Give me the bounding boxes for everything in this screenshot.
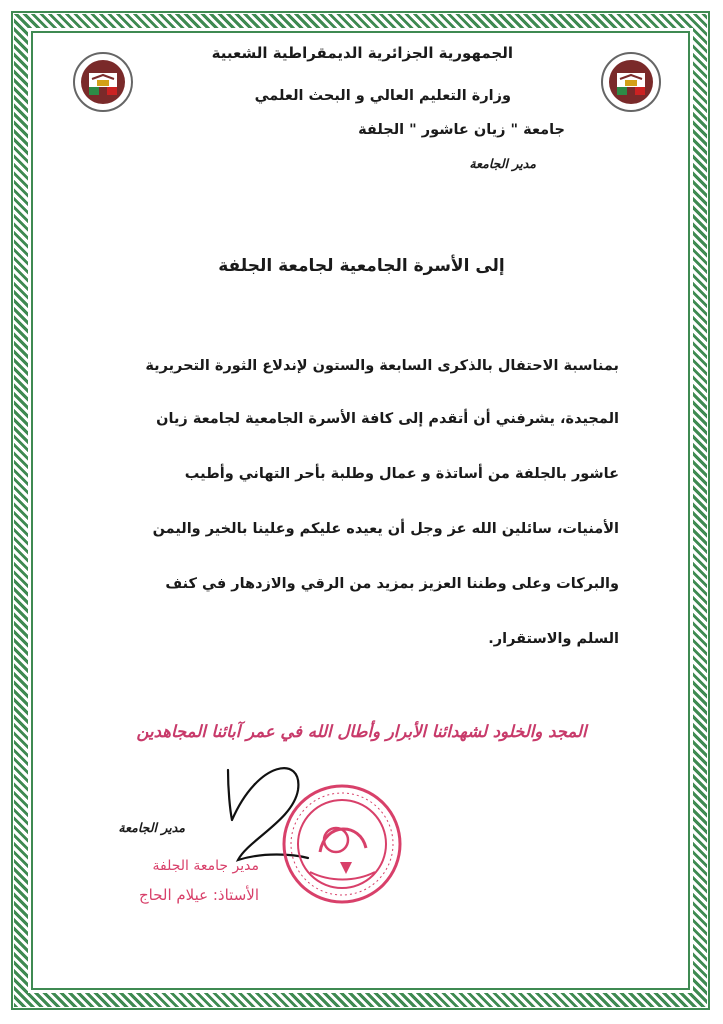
- university-logo-right: [600, 51, 662, 113]
- header-university: جامعة " زيان عاشور " الجلفة: [358, 122, 565, 138]
- body-line: المجيدة، يشرفني أن أتقدم إلى كافة الأسرة الجامعية لجامعة زيان: [156, 411, 619, 427]
- body-line: بمناسبة الاحتفال بالذكرى السابعة والستون لإندلاع الثورة التحريرية: [145, 358, 619, 374]
- official-seal-stamp: [280, 782, 405, 907]
- body-line: الأمنيات، سائلين الله عز وجل أن يعيده عليكم وعلينا بالخير واليمن: [152, 521, 619, 537]
- closing-statement: المجد والخلود لشهدائنا الأبرار وأطال الله في عمر آبائنا المجاهدين: [136, 722, 587, 741]
- stamp-name: الأستاذ: عيلام الحاج: [138, 886, 259, 904]
- header-ministry: وزارة التعليم العالي و البحث العلمي: [254, 88, 511, 104]
- body-line: والبركات وعلى وطننا العزيز بمزيد من الرقي والازدهار في كنف: [165, 576, 619, 592]
- university-logo-left: [72, 51, 134, 113]
- header-republic: الجمهورية الجزائرية الديمقراطية الشعبية: [211, 44, 513, 62]
- body-line: عاشور بالجلفة من أساتذة و عمال وطلبة بأحر التهاني وأطيب: [184, 466, 619, 482]
- body-line: السلم والاستقرار.: [488, 631, 619, 647]
- stamp-title: مدير جامعة الجلفة: [152, 858, 259, 874]
- letter-title: إلى الأسرة الجامعية لجامعة الجلفة: [218, 256, 505, 276]
- signature-label: مدير الجامعة: [118, 820, 185, 835]
- header-office: مدير الجامعة: [469, 156, 536, 171]
